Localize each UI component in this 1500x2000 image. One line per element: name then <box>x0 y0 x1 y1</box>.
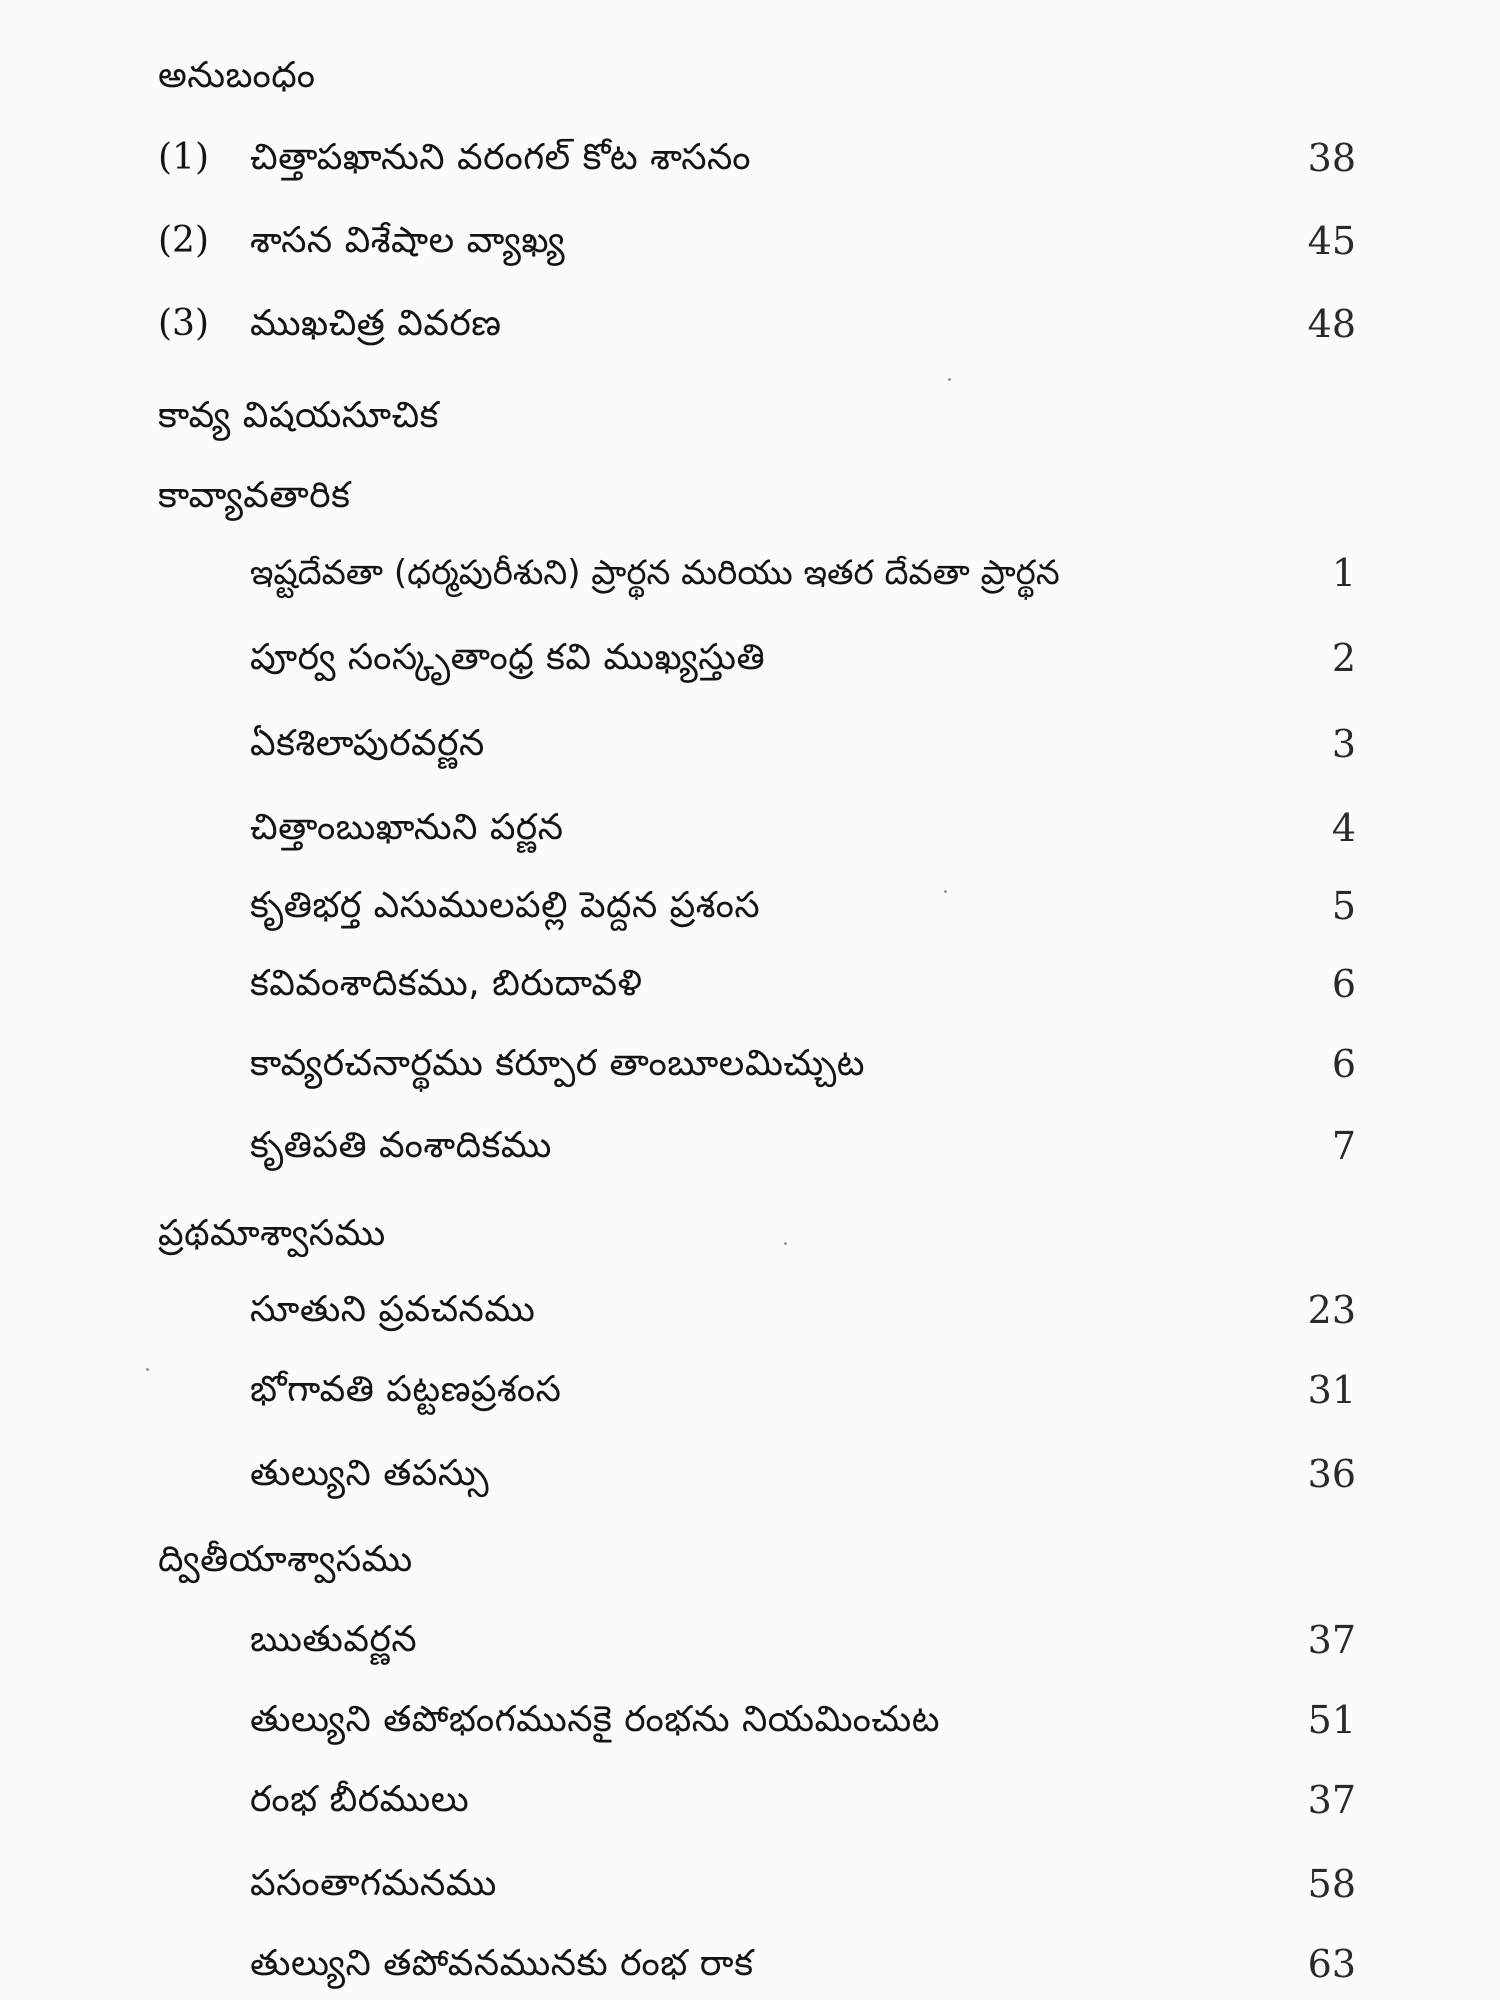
toc-entry[interactable] <box>0 1856 1500 1912</box>
entry-number: (2) <box>158 220 209 261</box>
entry-page-number: 37 <box>1307 1618 1356 1662</box>
entry-page-number: 63 <box>1307 1942 1356 1986</box>
entry-title: చిత్తాంబుఖానుని పర్ణన <box>250 807 564 848</box>
section-heading-first-canto: ప్రథమాశ్వాసము <box>158 1213 386 1254</box>
entry-title: రంభ బీరములు <box>250 1779 470 1820</box>
toc-entry[interactable] <box>0 1612 1500 1668</box>
entry-title: కవివంశాదికము, బిరుదావళి <box>250 963 643 1004</box>
section-heading-appendix: అనుబంధం <box>158 55 316 96</box>
toc-entry[interactable] <box>0 630 1500 686</box>
entry-title: కావ్యరచనార్థము కర్పూర తాంబూలమిచ్చుట <box>250 1043 866 1084</box>
entry-page-number: 31 <box>1307 1368 1356 1412</box>
toc-entry[interactable] <box>0 213 1500 269</box>
entry-title: పసంతాగమనము <box>250 1863 497 1904</box>
entry-page-number: 1 <box>1331 551 1356 595</box>
entry-page-number: 45 <box>1307 219 1356 263</box>
toc-entry[interactable] <box>0 1362 1500 1418</box>
entry-title: తుల్యుని తపస్సు <box>250 1453 490 1494</box>
entry-page-number: 23 <box>1307 1288 1356 1332</box>
entry-page-number: 37 <box>1307 1778 1356 1822</box>
entry-page-number: 5 <box>1331 884 1356 928</box>
section-heading-poem-contents: కావ్య విషయసూచిక <box>158 395 439 436</box>
toc-entry[interactable] <box>0 1118 1500 1174</box>
entry-page-number: 58 <box>1307 1862 1356 1906</box>
entry-title: ఏకశిలాపురవర్ణన <box>250 723 485 764</box>
entry-page-number: 3 <box>1331 722 1356 766</box>
scan-speck <box>146 1368 149 1371</box>
entry-page-number: 4 <box>1331 806 1356 850</box>
entry-page-number: 36 <box>1307 1452 1356 1496</box>
entry-number: (3) <box>158 303 209 344</box>
entry-title: సూతుని ప్రవచనము <box>250 1289 536 1330</box>
section-heading-second-canto: ద్వితీయాశ్వాసము <box>158 1539 413 1580</box>
toc-entry[interactable] <box>0 545 1500 601</box>
entry-number: (1) <box>158 137 209 178</box>
scan-speck <box>948 378 951 381</box>
entry-title: పూర్వ సంస్కృతాంధ్ర కవి ముఖ్యస్తుతి <box>250 637 766 678</box>
entry-title: భోగావతి పట్టణప్రశంస <box>250 1369 562 1410</box>
toc-entry[interactable] <box>0 956 1500 1012</box>
entry-page-number: 6 <box>1331 962 1356 1006</box>
entry-title: ముఖచిత్ర వివరణ <box>250 303 502 344</box>
toc-entry[interactable] <box>0 1036 1500 1092</box>
entry-title: తుల్యుని తపోభంగమునకై రంభను నియమించుట <box>250 1699 940 1740</box>
toc-entry[interactable] <box>0 1772 1500 1828</box>
scan-speck <box>784 1242 787 1245</box>
entry-page-number: 51 <box>1307 1698 1356 1742</box>
scan-speck <box>944 890 947 893</box>
entry-title: చిత్తాపఖానుని వరంగల్ కోట శాసనం <box>250 137 751 178</box>
toc-entry[interactable] <box>0 1446 1500 1502</box>
entry-page-number: 6 <box>1331 1042 1356 1086</box>
toc-entry[interactable] <box>0 800 1500 856</box>
toc-entry[interactable] <box>0 716 1500 772</box>
entry-page-number: 38 <box>1307 136 1356 180</box>
entry-title: కృతిభర్త ఎసుములపల్లి పెద్దన ప్రశంస <box>250 885 761 926</box>
entry-title: శాసన విశేషాల వ్యాఖ్య <box>250 220 566 261</box>
entry-title: ఇష్టదేవతా (ధర్మపురీశుని) ప్రార్థన మరియు ఇతర దేవతా ప్రార్థన <box>250 553 1060 593</box>
entry-page-number: 48 <box>1307 302 1356 346</box>
section-heading-kavyavatarika: కావ్యావతారిక <box>158 475 351 516</box>
toc-entry[interactable] <box>0 296 1500 352</box>
toc-entry[interactable] <box>0 878 1500 934</box>
toc-entry[interactable] <box>0 1692 1500 1748</box>
entry-title: కృతిపతి వంశాదికము <box>250 1125 552 1166</box>
entry-title: తుల్యుని తపోవనమునకు రంభ రాక <box>250 1943 754 1984</box>
toc-entry[interactable] <box>0 1936 1500 1992</box>
entry-page-number: 2 <box>1331 636 1356 680</box>
entry-page-number: 7 <box>1331 1124 1356 1168</box>
toc-entry[interactable] <box>0 1282 1500 1338</box>
toc-entry[interactable] <box>0 130 1500 186</box>
entry-title: ఋతువర్ణన <box>250 1619 418 1660</box>
